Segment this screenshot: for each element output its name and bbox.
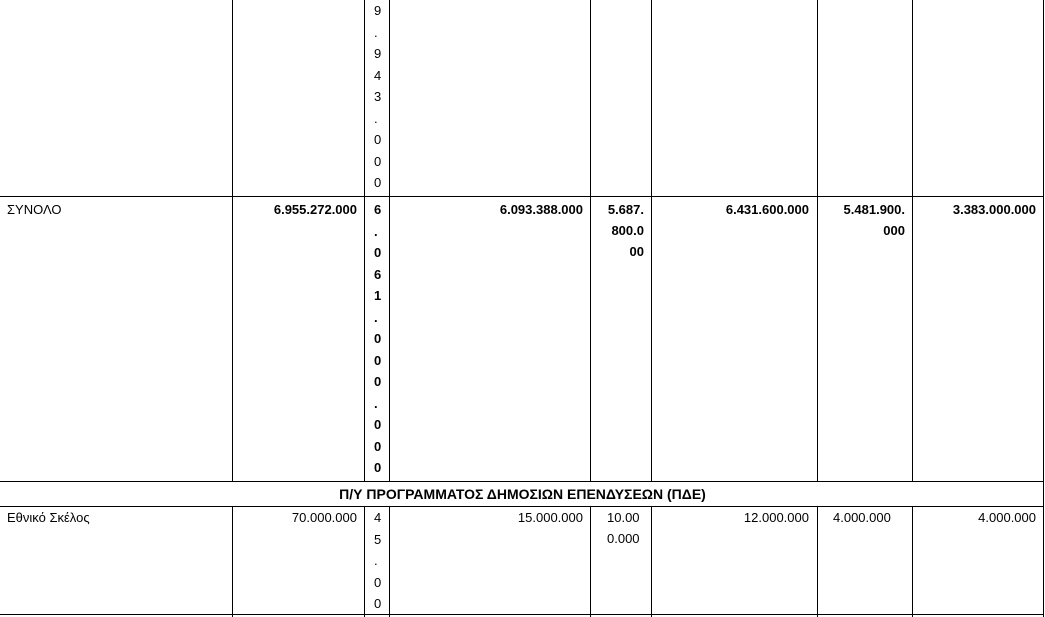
line: 800.0 <box>611 223 644 238</box>
total-col4-value <box>594 199 644 262</box>
grid-line <box>817 0 818 481</box>
char: 0 <box>374 417 382 432</box>
grid-line <box>389 506 390 617</box>
char: 0 <box>374 331 382 346</box>
national-col6-value: 4.000.000 <box>833 510 891 525</box>
char: . <box>374 553 378 568</box>
char: 1 <box>374 288 382 303</box>
grid-line <box>912 0 913 481</box>
grid-line <box>232 506 233 617</box>
top-row-col2-value <box>364 0 386 194</box>
char: . <box>374 395 378 411</box>
char: 0 <box>374 352 382 368</box>
char: 0 <box>374 460 382 475</box>
char: 0 <box>374 175 382 190</box>
grid-line <box>590 0 591 481</box>
char: 4 <box>374 510 382 525</box>
total-col1-value: 6.955.272.000 <box>273 202 357 217</box>
char: 9 <box>374 46 382 61</box>
total-col3-value: 6.093.388.000 <box>499 202 583 217</box>
grid-line <box>0 614 1044 615</box>
grid-line <box>651 506 652 617</box>
char: . <box>374 223 378 239</box>
char: 3 <box>374 89 382 104</box>
national-label: Εθνικό Σκέλος <box>7 510 90 525</box>
line: 10.00 <box>607 510 640 525</box>
grid-line <box>651 0 652 481</box>
total-col2-value <box>364 199 386 479</box>
char: . <box>374 110 378 126</box>
char: 5 <box>374 531 382 547</box>
national-col7-value: 4.000.000 <box>978 510 1036 525</box>
national-col1-value: 70.000.000 <box>291 510 357 525</box>
grid-line <box>0 196 1044 197</box>
national-col5-value: 12.000.000 <box>743 510 809 525</box>
grid-line <box>389 0 390 481</box>
line: 000 <box>883 223 905 238</box>
grid-line <box>817 506 818 617</box>
grid-line <box>912 506 913 617</box>
char: 0 <box>374 132 382 147</box>
national-col4-value <box>594 507 644 549</box>
national-col2-value <box>364 507 386 615</box>
total-col6-value <box>821 199 905 241</box>
grid-line <box>232 0 233 481</box>
total-label: ΣΥΝΟΛΟ <box>7 202 62 217</box>
char: . <box>374 24 378 40</box>
grid-line <box>1043 0 1044 617</box>
char: 0 <box>374 574 382 590</box>
line: 00 <box>629 244 644 259</box>
line: 5.481.900. <box>843 202 905 217</box>
char: 4 <box>374 67 382 83</box>
char: 0 <box>374 153 382 169</box>
grid-line <box>590 506 591 617</box>
char: 0 <box>374 245 382 260</box>
section-title: Π/Υ ΠΡΟΓΡΑΜΜΑΤΟΣ ΔΗΜΟΣΙΩΝ ΕΠΕΝΔΥΣΕΩΝ (ΠΔΕ) <box>339 486 706 502</box>
total-col5-value: 6.431.600.000 <box>725 202 809 217</box>
char: 0 <box>374 438 382 454</box>
char: . <box>374 309 378 325</box>
char: 0 <box>374 596 382 611</box>
national-col3-value: 15.000.000 <box>517 510 583 525</box>
char: 0 <box>374 374 382 389</box>
char: 6 <box>374 202 382 217</box>
char: 9 <box>374 3 382 18</box>
line: 0.000 <box>607 531 640 546</box>
total-col7-value: 3.383.000.000 <box>952 202 1036 217</box>
line: 5.687. <box>607 202 644 217</box>
char: 6 <box>374 266 382 282</box>
